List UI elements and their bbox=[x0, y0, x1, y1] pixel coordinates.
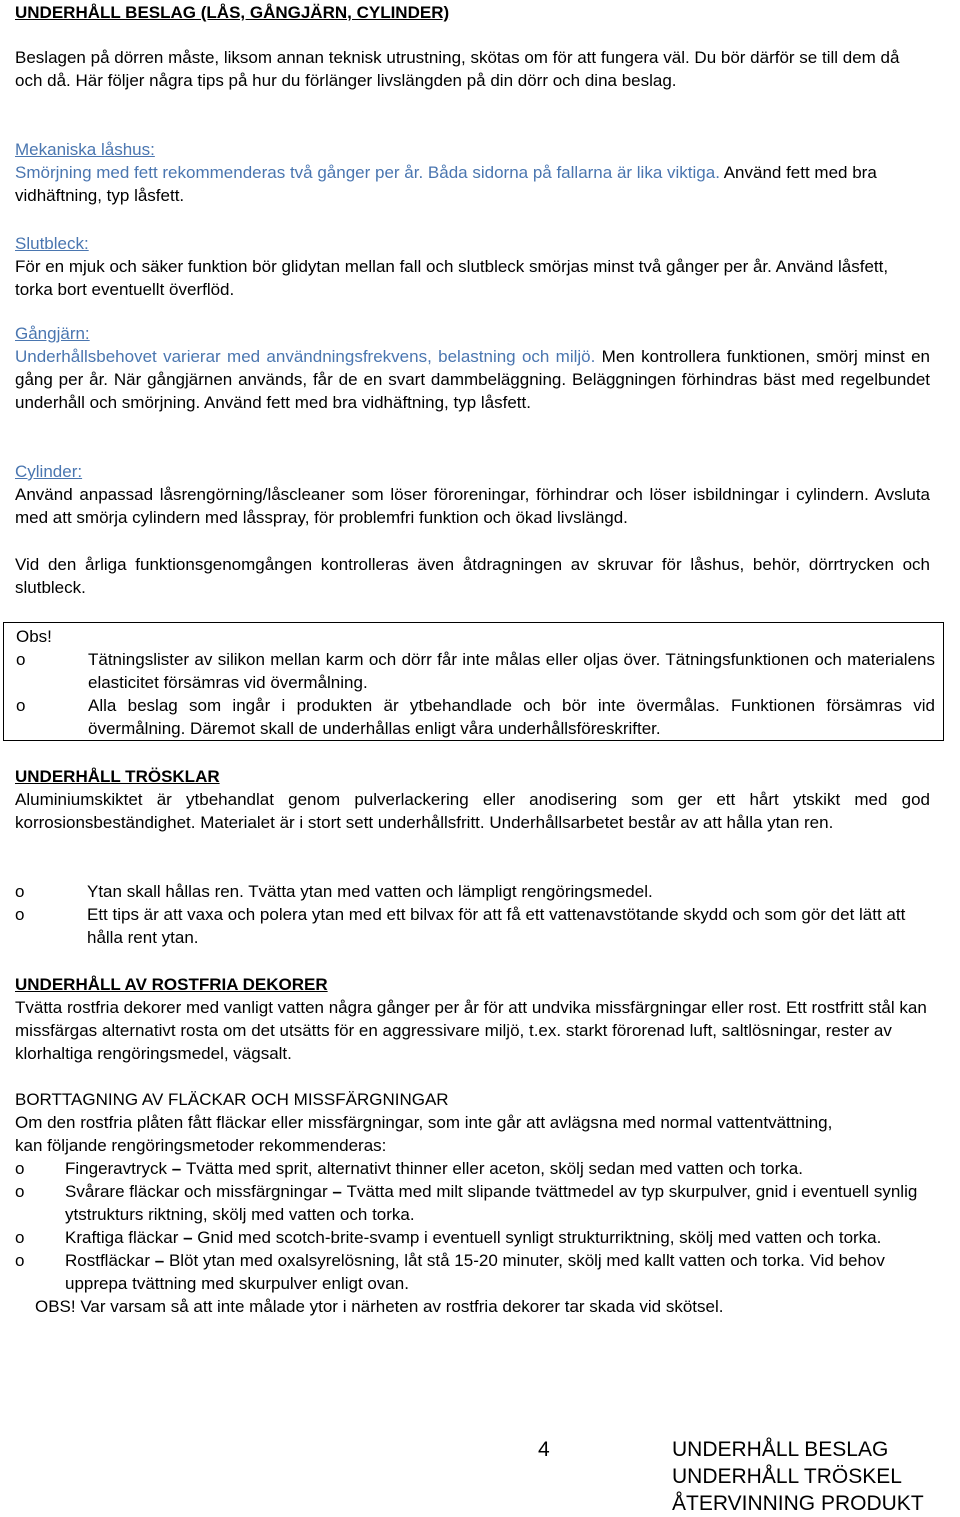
mekaniska-block bbox=[15, 138, 930, 207]
footer-line: UNDERHÅLL TRÖSKEL bbox=[672, 1465, 902, 1488]
mekaniska-text: Använd fett med bra vidhäftning, typ låsfett. bbox=[15, 163, 877, 205]
obs-item-text: Alla beslag som ingår i produkten är ytbehandlade och bör inte övermålas. Funktionen försämras vid övermålning. Däremot skall de underhållas enligt våra underhållsföreskrifter. bbox=[88, 696, 935, 738]
section-title-beslag: UNDERHÅLL BESLAG (LÅS, GÅNGJÄRN, CYLINDER) bbox=[15, 3, 450, 22]
cylinder-text: Använd anpassad låsrengörning/låscleaner som löser föroreningar, förhindrar och löser isbildningar i cylindern. Avsluta med att smörja cylindern med låsspray, för problemfri funktion och ökad livslängd. bbox=[15, 485, 930, 527]
troskel-item-text: Ett tips är att vaxa och polera ytan med ett bilvax för att få ett vattenavstötande skydd och som gör det lätt att hålla rent ytan. bbox=[87, 905, 906, 947]
gangjarn-text: Men kontrollera funktionen, smörj minst en gång per år. När gångjärnen används, får de en svart dammbeläggning. Beläggningen förhindras bäst med regelbundet underhåll och smörjning. Använd fett med bra vidhäftning, typ låsfett. bbox=[15, 347, 930, 412]
cylinder-heading: Cylinder: bbox=[15, 462, 83, 481]
troskel-item-text: Ytan skall hållas ren. Tvätta ytan med vatten och lämpligt rengöringsmedel. bbox=[87, 882, 653, 901]
flackar-item-term: Svårare fläckar och missfärgningar bbox=[65, 1182, 328, 1201]
troskel-text: Aluminiumskiktet är ytbehandlat genom pulverlackering eller anodisering som ger ett hårt ytskikt med god korrosionsbeständighet. Materialet är i stort sett underhållsfritt. Underhållsarbetet består av att hålla ytan ren. bbox=[15, 790, 930, 832]
flackar-section bbox=[15, 1088, 930, 1318]
bullet-o-icon: o bbox=[15, 1182, 25, 1201]
flackar-obs-note: OBS! Var varsam så att inte målade ytor i närheten av rostfria dekorer tar skada vid skötsel. bbox=[35, 1297, 724, 1316]
bullet-o-icon: o bbox=[16, 696, 26, 715]
bullet-o-icon: o bbox=[16, 650, 26, 669]
flackar-item bbox=[15, 1249, 930, 1295]
flackar-item bbox=[15, 1226, 930, 1249]
footer-line: UNDERHÅLL BESLAG bbox=[672, 1438, 889, 1461]
bullet-o-icon: o bbox=[15, 882, 25, 901]
troskel-item bbox=[15, 903, 930, 949]
obs-label: Obs! bbox=[16, 627, 52, 646]
mekaniska-text-blue: Smörjning med fett rekommenderas två gånger per år. Båda sidorna på fallarna är lika viktiga. bbox=[15, 163, 720, 182]
page-footer bbox=[0, 1436, 960, 1515]
troskel-section bbox=[15, 765, 930, 834]
slutbleck-heading: Slutbleck: bbox=[15, 234, 89, 253]
flackar-item-term: Rostfläckar bbox=[65, 1251, 151, 1270]
bullet-o-icon: o bbox=[15, 1228, 25, 1247]
flackar-item-dash: – bbox=[178, 1228, 198, 1247]
annual-check-paragraph: Vid den årliga funktionsgenomgången kontrolleras även åtdragningen av skruvar för låshus, behör, dörrtrycken och slutbleck. bbox=[15, 555, 930, 597]
section-title-flackar: BORTTAGNING AV FLÄCKAR OCH MISSFÄRGNINGAR bbox=[15, 1090, 449, 1109]
obs-item bbox=[16, 694, 935, 740]
troskel-list bbox=[15, 880, 930, 949]
slutbleck-text: För en mjuk och säker funktion bör glidytan mellan fall och slutbleck smörjas minst två gånger per år. Använd låsfett, torka bort eventuellt överflöd. bbox=[15, 257, 889, 299]
section-title-dekorer: UNDERHÅLL AV ROSTFRIA DEKORER bbox=[15, 975, 328, 994]
footer-titles bbox=[672, 1436, 924, 1517]
obs-item bbox=[16, 648, 935, 694]
obs-list bbox=[16, 648, 935, 740]
mekaniska-heading: Mekaniska låshus: bbox=[15, 140, 155, 159]
gangjarn-heading: Gångjärn: bbox=[15, 324, 90, 343]
flackar-item-dash: – bbox=[150, 1251, 169, 1270]
section-title-troskel: UNDERHÅLL TRÖSKLAR bbox=[15, 767, 220, 786]
gangjarn-text-blue: Underhållsbehovet varierar med användningsfrekvens, belastning och miljö. bbox=[15, 347, 596, 366]
flackar-item-term: Fingeravtryck bbox=[65, 1159, 168, 1178]
troskel-item bbox=[15, 880, 930, 903]
slutbleck-block bbox=[15, 232, 930, 301]
dekorer-text: Tvätta rostfria dekorer med vanligt vatten några gånger per år för att undvika missfärgningar eller rost. Ett rostfritt stål kan missfärgas alternativt rosta om det utsätts för en aggressivare miljö, t.ex. starkt förorenad luft, saltlösningar, rester av klorhaltiga rengöringsmedel, vägsalt. bbox=[15, 998, 927, 1063]
gangjarn-block bbox=[15, 322, 930, 414]
footer-line: ÅTERVINNING PRODUKT bbox=[672, 1492, 924, 1515]
cylinder-block bbox=[15, 460, 930, 529]
flackar-item-dash: – bbox=[167, 1159, 186, 1178]
flackar-item-text: Tvätta med milt slipande tvättmedel av typ skurpulver, gnid i eventuell synlig ytstrukturs riktning, skölj med vatten och torka. bbox=[65, 1182, 918, 1224]
flackar-item-term: Kraftiga fläckar bbox=[65, 1228, 179, 1247]
flackar-item-dash: – bbox=[327, 1182, 347, 1201]
intro-paragraph: Beslagen på dörren måste, liksom annan teknisk utrustning, skötas om för att fungera väl. Du bör därför se till dem då och då. Här följer några tips på hur du förlänger livslängden på din dörr och dina beslag. bbox=[15, 48, 900, 90]
flackar-intro: Om den rostfria plåten fått fläckar eller missfärgningar, som inte går att avlägsna med normal vattentvättning, kan följande rengöringsmetoder rekommenderas: bbox=[15, 1113, 833, 1155]
flackar-item bbox=[15, 1180, 930, 1226]
page-number: 4 bbox=[538, 1438, 550, 1461]
flackar-item-text: Tvätta med sprit, alternativt thinner eller aceton, skölj sedan med vatten och torka. bbox=[185, 1159, 803, 1178]
obs-box bbox=[3, 622, 944, 741]
flackar-item-text: Blöt ytan med oxalsyrelösning, låt stå 15-20 minuter, skölj med kallt vatten och torka. Vid behov upprepa tvättning med skurpulver enligt ovan. bbox=[65, 1251, 885, 1293]
flackar-item-text: Gnid med scotch-brite-svamp i eventuell synligt strukturriktning, skölj med vatten och torka. bbox=[197, 1228, 882, 1247]
bullet-o-icon: o bbox=[15, 1251, 25, 1270]
dekorer-section bbox=[15, 973, 930, 1065]
bullet-o-icon: o bbox=[15, 1159, 25, 1178]
flackar-item bbox=[15, 1157, 930, 1180]
obs-item-text: Tätningslister av silikon mellan karm och dörr får inte målas eller oljas över. Tätningsfunktionen och materialens elasticitet försämras vid övermålning. bbox=[88, 650, 935, 692]
bullet-o-icon: o bbox=[15, 905, 25, 924]
flackar-list bbox=[15, 1157, 930, 1295]
